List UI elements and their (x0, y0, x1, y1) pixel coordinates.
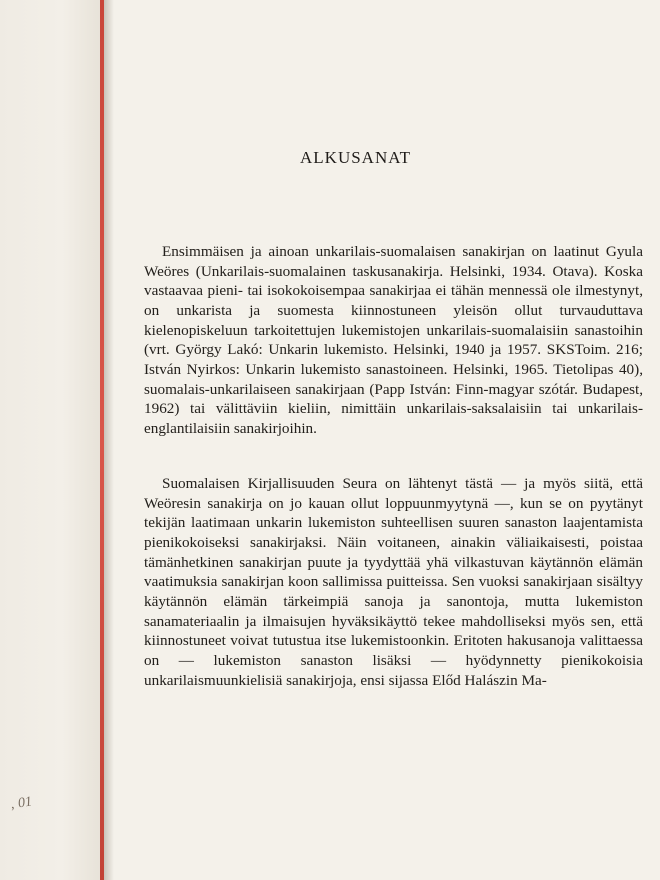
gutter-shadow (104, 0, 114, 880)
left-page (0, 0, 104, 880)
page-heading: ALKUSANAT (300, 148, 411, 167)
page-corner-mark: ‚ 01 (8, 794, 34, 813)
book-page (104, 0, 660, 880)
paragraph-1: Ensimmäisen ja ainoan unkarilais-suomalaisen sanakirjan on laatinut Gyula Weöres (Unkarilais-suomalainen taskusanakirja. Helsinki, 1934. Otava). Koska vastaavaa pieni- tai isokokoisempaa sanakirjaa ei tähän mennessä ole ilmestynyt, on unkarista ja suomesta kiinnostuneen yleisön ollut turvauduttava kielenopiskeluun tarkoitettujen lukemistojen unkarilais-suomalaisiin sanastoihin (vrt. György Lakó: Unkarin lukemisto. Helsinki, 1940 ja 1957. SKSToim. 216; István Nyirkos: Unkarin lukemisto sanastoineen. Helsinki, 1965. Tietolipas 40), suomalais-unkarilaiseen sanakirjaan (Papp István: Finn-magyar szótár. Budapest, 1962) tai välittäviin kieliin, nimittäin unkarilais-saksalaisiin tai unkarilais-englantilaisiin sanakirjoihin. (144, 243, 643, 437)
paragraph-2: Suomalaisen Kirjallisuuden Seura on lähtenyt tästä — ja myös siitä, että Weöresin sanakirja on jo kauan ollut loppuunmyytynä —, kun se on pyytänyt tekijän laatimaan unkarin lukemiston suhteellisen suuren sanaston laajentamista pienikokoiseksi sanakirjaksi. Näin voitaneen, ainakin väliaikaisesti, poistaa tämänhetkinen sanakirjan puute ja tyydyttää yhä vilkastuvan käytännön elämän vaatimuksia sanakirjan koon sallimissa puitteissa. Sen vuoksi sanakirjaan sisältyy käytännön elämän tärkeimpiä sanoja ja sanontoja, mutta lukemiston sanamateriaalin ja ilmaisujen hyväksikäyttö tekee mahdolliseksi myös sen, että kiinnostuneet voivat tutustua itse lukemistoonkin. Eritoten hakusanoja valittaessa on — lukemiston sanaston lisäksi — hyödynnetty pienikokoisia unkarilaismuunkielisiä sanakirjoja, ensi sijassa Előd Halászin Ma- (144, 475, 643, 689)
